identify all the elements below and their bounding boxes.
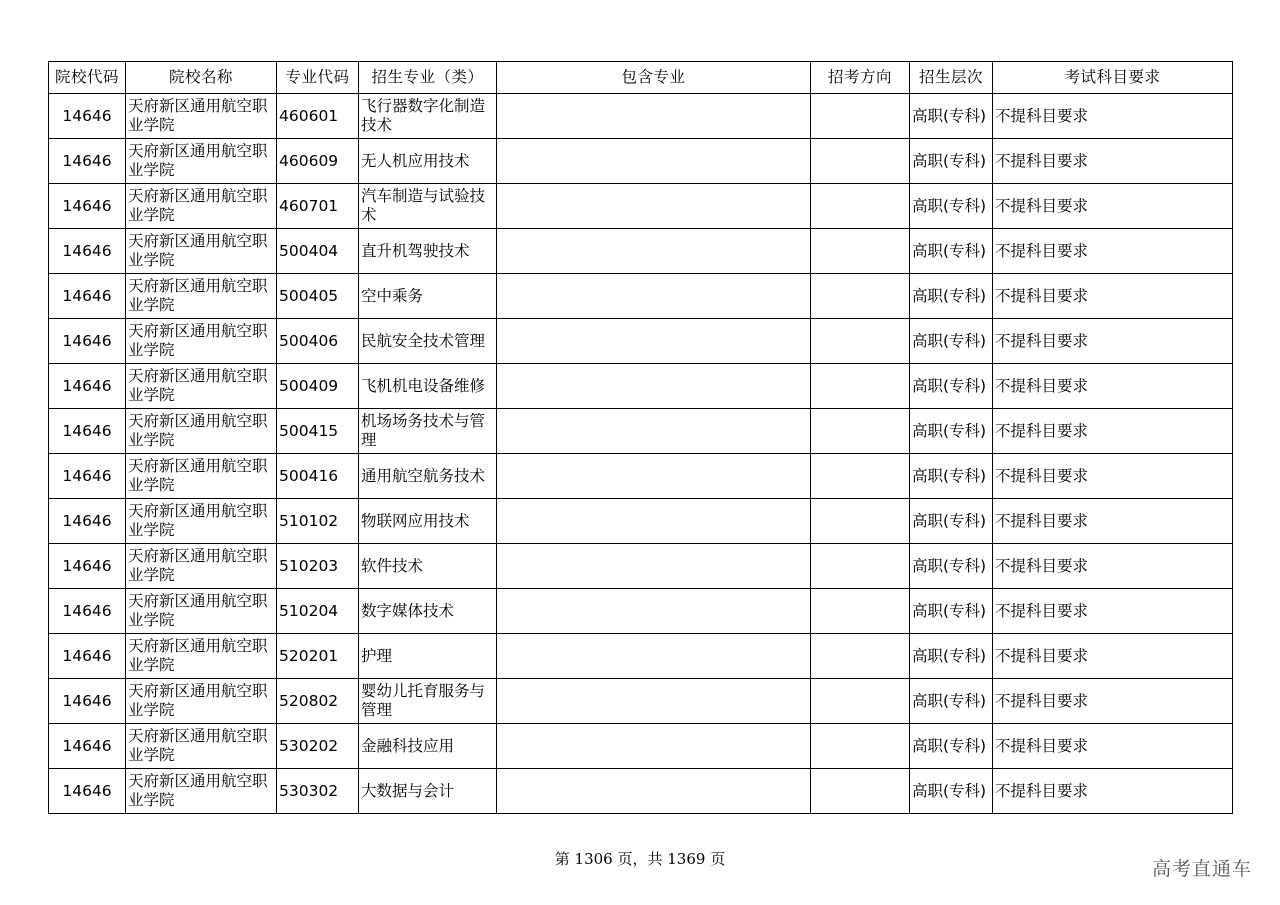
cell-major-code: 460701	[277, 184, 359, 229]
cell-school-name: 天府新区通用航空职业学院	[126, 274, 277, 319]
cell-exam-requirement: 不提科目要求	[993, 319, 1233, 364]
cell-included-majors	[497, 94, 811, 139]
cell-level: 高职(专科)	[910, 724, 993, 769]
cell-direction	[811, 319, 910, 364]
cell-major: 民航安全技术管理	[359, 319, 497, 364]
cell-major-code: 500406	[277, 319, 359, 364]
cell-exam-requirement: 不提科目要求	[993, 769, 1233, 814]
table-body	[49, 94, 1233, 814]
cell-major: 空中乘务	[359, 274, 497, 319]
cell-school-name: 天府新区通用航空职业学院	[126, 364, 277, 409]
cell-included-majors	[497, 139, 811, 184]
cell-exam-requirement: 不提科目要求	[993, 139, 1233, 184]
table-row	[49, 499, 1233, 544]
cell-school-name: 天府新区通用航空职业学院	[126, 319, 277, 364]
cell-level: 高职(专科)	[910, 454, 993, 499]
cell-direction	[811, 499, 910, 544]
cell-school-name: 天府新区通用航空职业学院	[126, 454, 277, 499]
cell-school-code: 14646	[49, 274, 126, 319]
admissions-table	[48, 61, 1233, 814]
cell-school-name: 天府新区通用航空职业学院	[126, 409, 277, 454]
table-row	[49, 94, 1233, 139]
cell-school-name: 天府新区通用航空职业学院	[126, 544, 277, 589]
cell-school-name: 天府新区通用航空职业学院	[126, 229, 277, 274]
cell-level: 高职(专科)	[910, 409, 993, 454]
cell-school-code: 14646	[49, 634, 126, 679]
cell-direction	[811, 589, 910, 634]
cell-direction	[811, 139, 910, 184]
table-row	[49, 769, 1233, 814]
table-row	[49, 184, 1233, 229]
cell-level: 高职(专科)	[910, 499, 993, 544]
cell-major: 金融科技应用	[359, 724, 497, 769]
cell-level: 高职(专科)	[910, 139, 993, 184]
cell-major-code: 510102	[277, 499, 359, 544]
cell-included-majors	[497, 364, 811, 409]
cell-included-majors	[497, 454, 811, 499]
table-row	[49, 229, 1233, 274]
cell-included-majors	[497, 679, 811, 724]
cell-level: 高职(专科)	[910, 184, 993, 229]
cell-exam-requirement: 不提科目要求	[993, 364, 1233, 409]
page-number: 第 1306 页，共 1369 页	[554, 850, 726, 868]
table-row	[49, 679, 1233, 724]
cell-school-code: 14646	[49, 454, 126, 499]
header-major-code: 专业代码	[277, 62, 359, 94]
cell-exam-requirement: 不提科目要求	[993, 409, 1233, 454]
cell-level: 高职(专科)	[910, 634, 993, 679]
cell-exam-requirement: 不提科目要求	[993, 454, 1233, 499]
cell-major-code: 500404	[277, 229, 359, 274]
cell-major: 飞机机电设备维修	[359, 364, 497, 409]
table-row	[49, 409, 1233, 454]
cell-included-majors	[497, 769, 811, 814]
cell-major-code: 500405	[277, 274, 359, 319]
cell-school-code: 14646	[49, 409, 126, 454]
header-major: 招生专业（类）	[359, 62, 497, 94]
cell-exam-requirement: 不提科目要求	[993, 544, 1233, 589]
table-row	[49, 274, 1233, 319]
cell-major: 通用航空航务技术	[359, 454, 497, 499]
cell-school-name: 天府新区通用航空职业学院	[126, 589, 277, 634]
cell-major: 飞行器数字化制造技术	[359, 94, 497, 139]
cell-school-name: 天府新区通用航空职业学院	[126, 634, 277, 679]
cell-major: 数字媒体技术	[359, 589, 497, 634]
cell-major: 护理	[359, 634, 497, 679]
cell-direction	[811, 724, 910, 769]
cell-major-code: 500409	[277, 364, 359, 409]
cell-major-code: 500416	[277, 454, 359, 499]
cell-exam-requirement: 不提科目要求	[993, 274, 1233, 319]
cell-direction	[811, 94, 910, 139]
cell-included-majors	[497, 724, 811, 769]
header-school-code: 院校代码	[49, 62, 126, 94]
cell-major-code: 520802	[277, 679, 359, 724]
cell-direction	[811, 544, 910, 589]
cell-included-majors	[497, 409, 811, 454]
cell-major-code: 500415	[277, 409, 359, 454]
cell-included-majors	[497, 634, 811, 679]
cell-direction	[811, 679, 910, 724]
cell-major: 物联网应用技术	[359, 499, 497, 544]
cell-exam-requirement: 不提科目要求	[993, 679, 1233, 724]
cell-school-code: 14646	[49, 589, 126, 634]
table-row	[49, 544, 1233, 589]
cell-level: 高职(专科)	[910, 679, 993, 724]
cell-exam-requirement: 不提科目要求	[993, 499, 1233, 544]
cell-school-code: 14646	[49, 319, 126, 364]
cell-major: 大数据与会计	[359, 769, 497, 814]
cell-school-code: 14646	[49, 184, 126, 229]
cell-school-name: 天府新区通用航空职业学院	[126, 184, 277, 229]
cell-exam-requirement: 不提科目要求	[993, 634, 1233, 679]
cell-level: 高职(专科)	[910, 544, 993, 589]
cell-major-code: 460609	[277, 139, 359, 184]
cell-major-code: 510204	[277, 589, 359, 634]
cell-school-code: 14646	[49, 364, 126, 409]
cell-level: 高职(专科)	[910, 274, 993, 319]
cell-major-code: 520201	[277, 634, 359, 679]
cell-school-code: 14646	[49, 499, 126, 544]
cell-major-code: 530302	[277, 769, 359, 814]
cell-included-majors	[497, 589, 811, 634]
cell-included-majors	[497, 229, 811, 274]
cell-school-name: 天府新区通用航空职业学院	[126, 499, 277, 544]
cell-direction	[811, 454, 910, 499]
cell-major: 机场场务技术与管理	[359, 409, 497, 454]
cell-school-code: 14646	[49, 679, 126, 724]
cell-level: 高职(专科)	[910, 589, 993, 634]
cell-included-majors	[497, 184, 811, 229]
cell-direction	[811, 634, 910, 679]
table-row	[49, 319, 1233, 364]
cell-school-name: 天府新区通用航空职业学院	[126, 769, 277, 814]
cell-level: 高职(专科)	[910, 364, 993, 409]
header-school-name: 院校名称	[126, 62, 277, 94]
cell-major: 软件技术	[359, 544, 497, 589]
cell-school-code: 14646	[49, 769, 126, 814]
cell-direction	[811, 229, 910, 274]
cell-included-majors	[497, 499, 811, 544]
cell-school-name: 天府新区通用航空职业学院	[126, 724, 277, 769]
cell-major: 汽车制造与试验技术	[359, 184, 497, 229]
table-row	[49, 454, 1233, 499]
table-row	[49, 724, 1233, 769]
header-included-majors: 包含专业	[497, 62, 811, 94]
cell-school-code: 14646	[49, 139, 126, 184]
cell-school-name: 天府新区通用航空职业学院	[126, 679, 277, 724]
header-direction: 招考方向	[811, 62, 910, 94]
cell-major-code: 510203	[277, 544, 359, 589]
cell-school-code: 14646	[49, 94, 126, 139]
cell-exam-requirement: 不提科目要求	[993, 94, 1233, 139]
table-row	[49, 139, 1233, 184]
cell-exam-requirement: 不提科目要求	[993, 184, 1233, 229]
cell-major-code: 530202	[277, 724, 359, 769]
cell-direction	[811, 769, 910, 814]
table-row	[49, 589, 1233, 634]
cell-exam-requirement: 不提科目要求	[993, 229, 1233, 274]
cell-school-name: 天府新区通用航空职业学院	[126, 94, 277, 139]
cell-direction	[811, 364, 910, 409]
cell-direction	[811, 274, 910, 319]
cell-major: 婴幼儿托育服务与管理	[359, 679, 497, 724]
cell-school-name: 天府新区通用航空职业学院	[126, 139, 277, 184]
table-header-row	[49, 62, 1233, 94]
cell-level: 高职(专科)	[910, 319, 993, 364]
cell-included-majors	[497, 274, 811, 319]
cell-major-code: 460601	[277, 94, 359, 139]
cell-major: 无人机应用技术	[359, 139, 497, 184]
cell-level: 高职(专科)	[910, 229, 993, 274]
header-exam-requirement: 考试科目要求	[993, 62, 1233, 94]
cell-level: 高职(专科)	[910, 94, 993, 139]
header-level: 招生层次	[910, 62, 993, 94]
cell-direction	[811, 184, 910, 229]
cell-level: 高职(专科)	[910, 769, 993, 814]
table-row	[49, 364, 1233, 409]
cell-major: 直升机驾驶技术	[359, 229, 497, 274]
cell-exam-requirement: 不提科目要求	[993, 589, 1233, 634]
cell-included-majors	[497, 544, 811, 589]
cell-school-code: 14646	[49, 724, 126, 769]
cell-exam-requirement: 不提科目要求	[993, 724, 1233, 769]
cell-school-code: 14646	[49, 544, 126, 589]
table-row	[49, 634, 1233, 679]
cell-direction	[811, 409, 910, 454]
cell-included-majors	[497, 319, 811, 364]
watermark: 高考直通车	[1151, 858, 1252, 880]
cell-school-code: 14646	[49, 229, 126, 274]
